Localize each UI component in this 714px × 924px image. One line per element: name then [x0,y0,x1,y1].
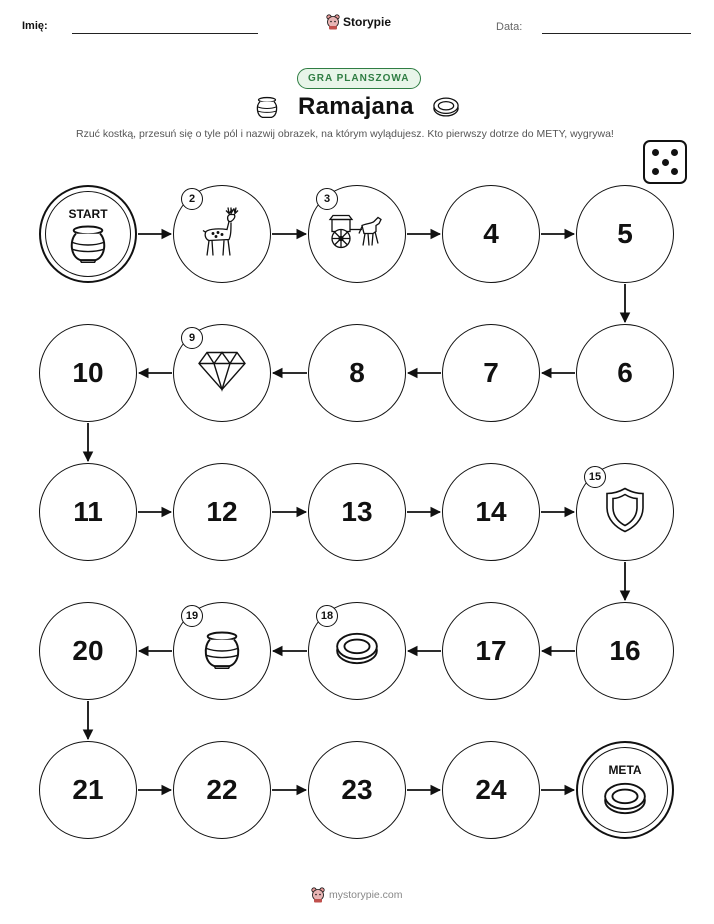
space-number-badge: 15 [584,466,606,488]
space-number: 4 [483,218,499,249]
space-number: 8 [349,357,365,388]
deer-icon [198,204,246,265]
space-number-badge: 18 [316,605,338,627]
space-number: 20 [72,635,104,666]
board-space-13 [308,463,406,561]
space-number: 7 [483,357,499,388]
board-space-5 [576,185,674,283]
horse-chariot-icon [328,212,386,257]
bear-mascot-icon [311,887,325,903]
space-number: 13 [341,496,373,527]
date-label: Data: [496,21,523,33]
space-number: 5 [617,218,633,249]
space-number: 14 [475,496,507,527]
space-number: 23 [341,774,373,805]
space-number: 6 [617,357,633,388]
board-space-15 [576,463,674,561]
space-number: 24 [475,774,507,805]
board-space-21 [39,741,137,839]
space-number: 22 [206,774,238,805]
board-space-12 [173,463,271,561]
space-label: START [68,207,108,221]
board-space-7 [442,324,540,422]
space-number: 11 [73,496,103,527]
category-badge: GRA PLANSZOWA [297,68,421,89]
start-space [39,185,137,283]
space-number: 10 [72,357,104,388]
footer-url: mystorypie.com [329,889,403,901]
board-space-8 [308,324,406,422]
board-space-17 [442,602,540,700]
space-number: 16 [609,635,641,666]
board-space-11 [39,463,137,561]
board-space-2 [173,185,271,283]
ring-icon [602,780,648,823]
space-number: 12 [206,496,238,527]
pot-icon [199,627,245,676]
brand-name: Storypie [343,15,392,29]
space-number-badge: 9 [181,327,203,349]
board-space-6 [576,324,674,422]
finish-space [576,741,674,839]
board-space-16 [576,602,674,700]
space-number-badge: 2 [181,188,203,210]
diamond-icon [197,349,247,398]
board-space-22 [173,741,271,839]
ring-icon [334,630,380,673]
board-space-19 [173,602,271,700]
space-number: 17 [475,635,507,666]
space-number-badge: 19 [181,605,203,627]
space-number: 21 [72,774,104,805]
game-instructions: Rzuć kostką, przesuń się o tyle pól i nazwij obrazek, na którym wylądujesz. Kto pierwszy dotrze do METY, wygrywa! [76,128,614,140]
page-title: Ramajana [298,93,414,120]
footer-brand [311,887,403,903]
board-space-20 [39,602,137,700]
board-space-4 [442,185,540,283]
board-space-9 [173,324,271,422]
pot-icon [65,221,111,270]
board-space-14 [442,463,540,561]
name-label: Imię: [22,20,48,32]
shield-icon [604,486,646,539]
board-space-18 [308,602,406,700]
board-space-23 [308,741,406,839]
space-label: META [608,763,642,777]
board-space-10 [39,324,137,422]
board-space-3 [308,185,406,283]
space-number-badge: 3 [316,188,338,210]
board-space-24 [442,741,540,839]
